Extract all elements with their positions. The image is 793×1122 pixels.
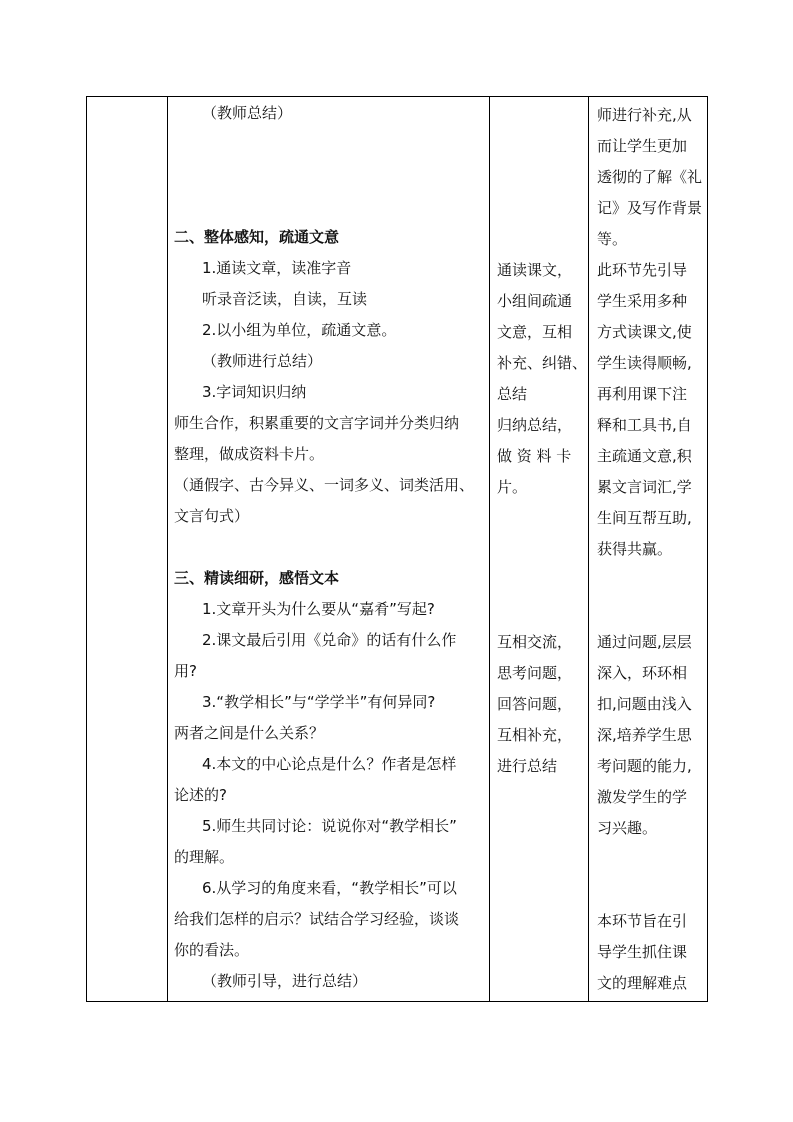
content-line: 4.本文的中心论点是什么？作者是怎样 [202,755,457,773]
content-line: 论述的? [174,786,227,804]
intent-line: 而让学生更加 [597,137,688,155]
intent-line: 记》及写作背景 [597,199,703,217]
activity-line: 做 资 料 卡 [497,447,572,465]
content-line: 两者之间是什么关系？ [174,724,325,742]
content-line: 2.以小组为单位，疏通文意。 [202,321,397,339]
content-line: 师生合作，积累重要的文言字词并分类归纳 [174,414,460,432]
content-line: 3.字词知识归纳 [202,383,307,401]
lesson-plan-table [86,96,708,1002]
intent-line: 学生采用多种 [597,292,688,310]
intent-line: 深,培养学生思 [597,726,692,744]
content-line: 用? [174,662,197,680]
activity-line: 互相补充， [497,726,573,744]
content-line: 1.文章开头为什么要从“嘉肴”写起? [202,600,435,618]
content-line: 1.通读文章，读准字音 [202,259,352,277]
activity-line: 回答问题， [497,695,573,713]
activity-line: 互相交流， [497,633,573,651]
content-line: 你的看法。 [174,941,250,959]
column-divider [588,97,589,1001]
content-line: 给我们怎样的启示？试结合学习经验，谈谈 [174,910,460,928]
activity-line: 总结 [497,385,528,403]
activity-line: 补充、纠错、 [497,354,588,372]
intent-line: 主疏通文意,积 [597,447,692,465]
intent-line: 考问题的能力, [597,757,692,775]
activity-line: 通读课文， [497,261,573,279]
intent-line: 等。 [597,230,628,248]
intent-line: 方式读课文,使 [597,323,692,341]
content-line: 5.师生共同讨论：说说你对“教学相长” [202,817,457,835]
content-line: 6.从学习的角度来看，“教学相长”可以 [202,879,457,897]
intent-line: 导学生抓住课 [597,943,688,961]
intent-line: 扣,问题由浅入 [597,695,692,713]
activity-line: 思考问题， [497,664,573,682]
intent-line: 生间互帮互助, [597,509,692,527]
activity-line: 小组间疏通 [497,292,573,310]
content-line: （通假字、古今异义、一词多义、词类活用、 [174,476,475,494]
content-line: 的理解。 [174,848,235,866]
activity-line: 文意，互相 [497,323,573,341]
activity-line: 片。 [497,478,528,496]
intent-line: 通过问题,层层 [597,633,692,651]
intent-line: 师进行补充,从 [597,106,692,124]
intent-line: 释和工具书,自 [597,416,692,434]
content-line: （教师引导，进行总结） [202,972,368,990]
content-line: 2.课文最后引用《兑命》的话有什么作 [202,631,457,649]
intent-line: 本环节旨在引 [597,912,688,930]
content-line: 3.“教学相长”与“学学半”有何异同? [202,693,436,711]
intent-line: 文的理解难点 [597,974,688,992]
section-heading: 三、精读细研，感悟文本 [174,569,340,587]
intent-line: 此环节先引导 [597,261,688,279]
content-line: 听录音泛读，自读，互读 [202,290,368,308]
intent-line: 再利用课下注 [597,385,688,403]
activity-line: 归纳总结， [497,416,573,434]
intent-line: 透彻的了解《礼 [597,168,703,186]
intent-line: 累文言词汇,学 [597,478,692,496]
column-divider [489,97,490,1001]
intent-line: 激发学生的学 [597,788,688,806]
content-line: 文言句式） [174,507,250,525]
activity-line: 进行总结 [497,757,558,775]
content-line: （教师总结） [202,104,293,122]
content-line: 整理，做成资料卡片。 [174,445,325,463]
section-heading: 二、整体感知，疏通文意 [174,228,340,246]
content-line: （教师进行总结） [202,352,323,370]
column-divider [167,97,168,1001]
intent-line: 习兴趣。 [597,819,658,837]
intent-line: 深入，环环相 [597,664,688,682]
intent-line: 获得共赢。 [597,540,673,558]
intent-line: 学生读得顺畅, [597,354,692,372]
